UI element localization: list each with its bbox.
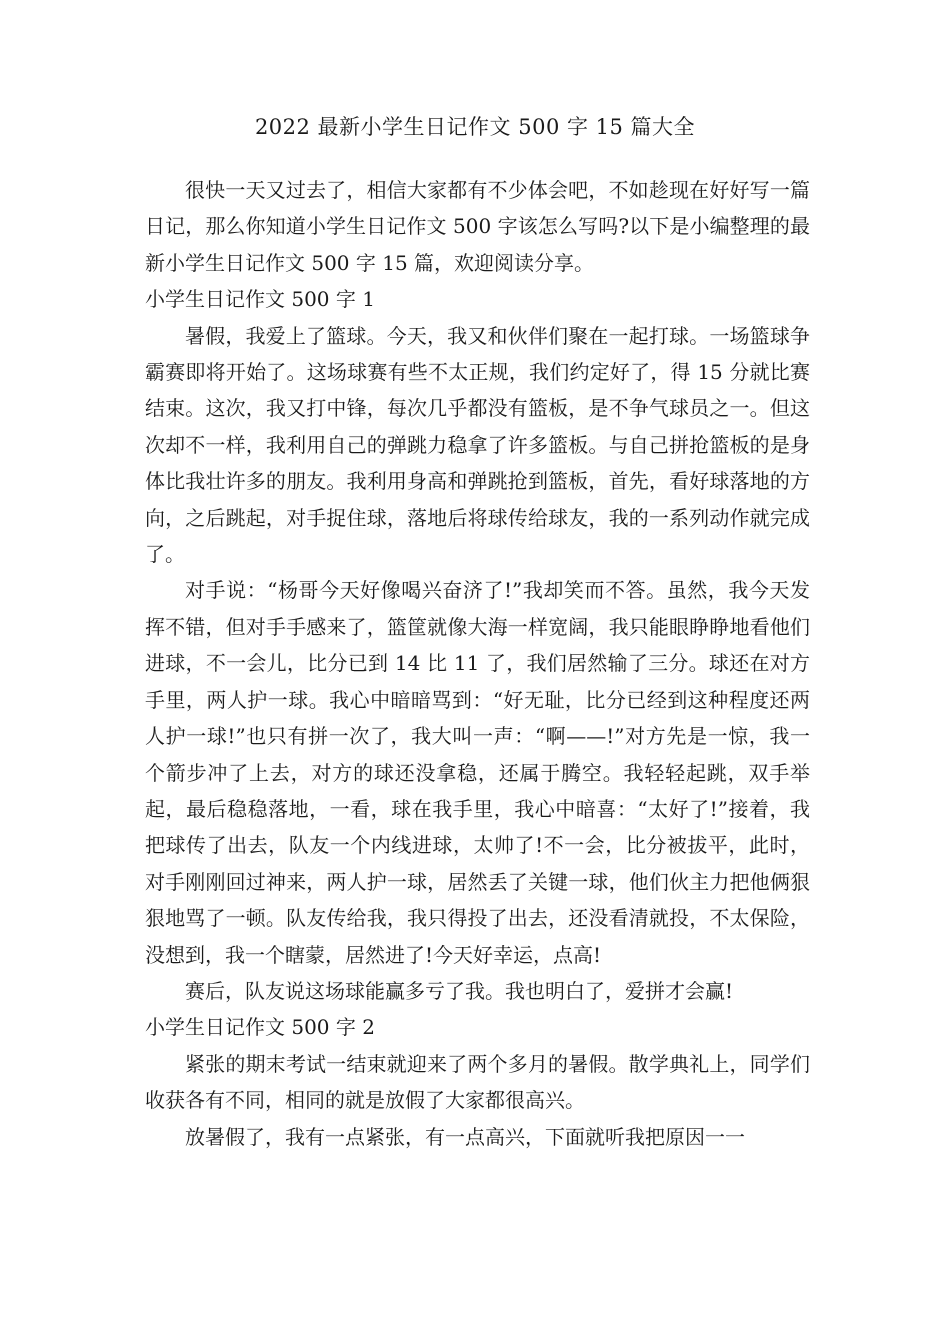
section-heading: 小学生日记作文 500 字 1 <box>145 287 375 312</box>
document-body <box>145 172 810 1155</box>
document-title: 2022 最新小学生日记作文 500 字 15 篇大全 <box>254 115 696 139</box>
intro-paragraph: 很快一天又过去了，相信大家都有不少体会吧，不如趁现在好好写一篇日记，那么你知道小学生日记作文 500 字该怎么写吗?以下是小编整理的最新小学生日记作文 500 字 15 篇，欢迎阅读分享。 <box>145 178 810 275</box>
body-paragraph: 赛后，队友说这场球能赢多亏了我。我也明白了，爱拼才会赢! <box>185 978 734 1003</box>
body-paragraph: 放暑假了，我有一点紧张，有一点高兴，下面就听我把原因一一 <box>185 1124 745 1149</box>
section-heading: 小学生日记作文 500 字 2 <box>145 1015 375 1040</box>
body-paragraph: 紧张的期末考试一结束就迎来了两个多月的暑假。散学典礼上，同学们收获各有不同，相同的就是放假了大家都很高兴。 <box>145 1051 810 1113</box>
body-paragraph: 对手说：“杨哥今天好像喝兴奋济了!”我却笑而不答。虽然，我今天发挥不错，但对手手感来了，篮筐就像大海一样宽阔，我只能眼睁睁地看他们进球，不一会儿，比分已到 14 比 11 了，我们居然输了三分。球还在对方手里，两人护一球。我心中暗暗骂到：“好无耻，比分已经到这种程度还两人护一球!”也只有拼一次了，我大叫一声：“啊——!”对方先是一惊，我一个箭步冲了上去，对方的球还没拿稳，还属于腾空。我轻轻起跳，双手举起，最后稳稳落地，一看，球在我手里，我心中暗喜：“太好了!”接着，我把球传了出去，队友一个内线进球，太帅了!不一会，比分被拔平，此时，对手刚刚回过神来，两人护一球，居然丢了关键一球，他们伙主力把他俩狠狠地骂了一顿。队友传给我，我只得投了出去，还没看清就投，不太保险，没想到，我一个瞎蒙，居然进了!今天好幸运，点高! <box>145 578 810 967</box>
body-paragraph: 暑假，我爱上了篮球。今天，我又和伙伴们聚在一起打球。一场篮球争霸赛即将开始了。这场球赛有些不太正规，我们约定好了，得 15 分就比赛结束。这次，我又打中锋，每次几乎都没有篮板，是不争气球员之一。但这次却不一样，我利用自己的弹跳力稳拿了许多篮板。与自己拼抢篮板的是身体比我壮许多的朋友。我利用身高和弹跳抢到篮板，首先，看好球落地的方向，之后跳起，对手捉住球，落地后将球传给球友，我的一系列动作就完成了。 <box>145 323 810 567</box>
